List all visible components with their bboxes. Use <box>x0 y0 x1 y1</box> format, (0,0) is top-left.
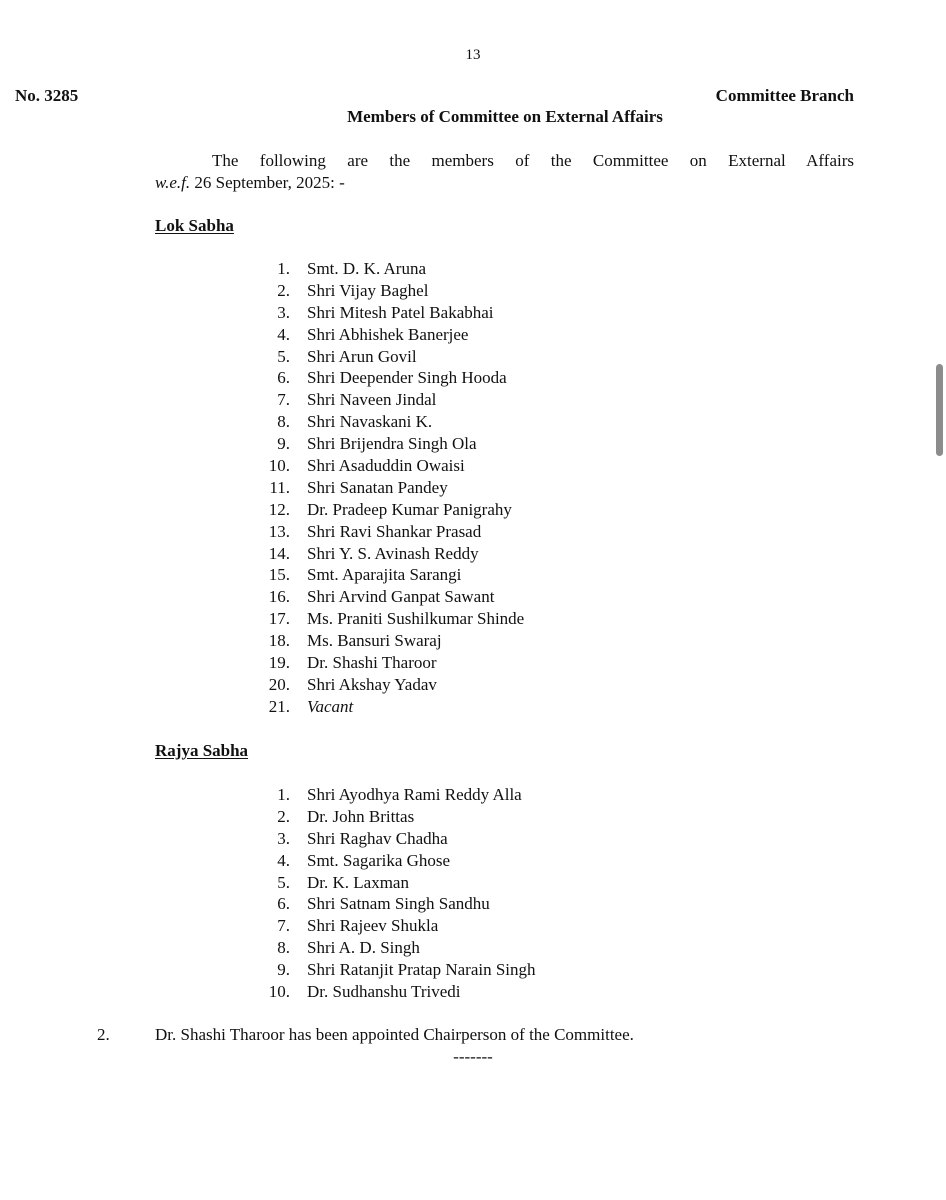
member-name: Shri Arun Govil <box>307 346 417 366</box>
member-number: 14. <box>268 543 290 563</box>
member-name: Shri Sanatan Pandey <box>307 477 448 497</box>
member-name: Shri Ayodhya Rami Reddy Alla <box>307 785 522 804</box>
member-item <box>250 499 524 521</box>
member-name: Shri Deepender Singh Hooda <box>307 368 507 388</box>
lok-sabha-member-list <box>250 258 524 718</box>
scrollbar-thumb[interactable] <box>936 364 943 456</box>
member-item <box>250 564 524 586</box>
intro-line-2 <box>155 172 854 194</box>
member-item <box>250 280 524 302</box>
member-item <box>250 893 536 915</box>
member-item <box>250 981 536 1003</box>
member-number: 1. <box>277 259 290 278</box>
member-item <box>250 784 536 806</box>
member-number: 8. <box>277 938 290 958</box>
member-name: Ms. Bansuri Swaraj <box>307 631 442 651</box>
member-number: 19. <box>268 653 290 673</box>
member-name: Ms. Praniti Sushilkumar Shinde <box>307 609 525 629</box>
member-number: 10. <box>268 456 290 476</box>
member-item <box>250 586 524 608</box>
document-number: No. 3285 <box>15 86 79 105</box>
member-number: 12. <box>268 499 290 519</box>
document-title: Members of Committee on External Affairs <box>347 107 663 126</box>
rajya-sabha-heading: Rajya Sabha <box>155 741 249 760</box>
member-number: 11. <box>269 477 290 497</box>
member-item <box>250 477 524 499</box>
member-name: Dr. Sudhanshu Trivedi <box>307 982 461 1002</box>
member-name: Shri Abhishek Banerjee <box>307 324 469 344</box>
paragraph-2-number: 2. <box>97 1025 110 1044</box>
member-number: 16. <box>268 587 290 607</box>
member-number: 2. <box>277 280 290 300</box>
member-number: 18. <box>268 631 290 651</box>
member-number: 15. <box>268 565 290 585</box>
member-item <box>250 828 536 850</box>
member-item <box>250 324 524 346</box>
member-item <box>250 302 524 324</box>
member-number: 5. <box>277 872 290 892</box>
member-item <box>250 915 536 937</box>
member-item <box>250 806 536 828</box>
member-number: 10. <box>268 982 290 1002</box>
intro-paragraph <box>155 150 854 194</box>
member-item <box>250 872 536 894</box>
member-name: Dr. Pradeep Kumar Panigrahy <box>307 499 512 519</box>
member-number: 3. <box>277 828 290 848</box>
member-item <box>250 674 524 696</box>
member-number: 5. <box>277 346 290 366</box>
member-item <box>250 346 524 368</box>
member-name: Shri Brijendra Singh Ola <box>307 434 477 454</box>
member-item <box>250 455 524 477</box>
member-item <box>250 411 524 433</box>
vertical-scrollbar[interactable] <box>930 0 946 1200</box>
end-of-document-mark: ------- <box>453 1047 493 1066</box>
member-item <box>250 959 536 981</box>
member-item <box>250 850 536 872</box>
member-name: Shri Satnam Singh Sandhu <box>307 894 490 914</box>
member-name: Dr. John Brittas <box>307 806 415 826</box>
member-name: Smt. Sagarika Ghose <box>307 850 451 870</box>
member-name: Shri Akshay Yadav <box>307 674 437 694</box>
member-item <box>250 367 524 389</box>
member-name: Shri Vijay Baghel <box>307 280 429 300</box>
member-number: 1. <box>277 785 290 804</box>
member-name: Shri Rajeev Shukla <box>307 916 439 936</box>
rajya-sabha-member-list <box>250 784 536 1003</box>
wef-abbreviation: w.e.f. <box>155 173 191 192</box>
lok-sabha-heading: Lok Sabha <box>155 216 234 235</box>
member-item <box>250 608 524 630</box>
member-number: 21. <box>268 696 290 716</box>
member-number: 8. <box>277 412 290 432</box>
member-item <box>250 258 524 280</box>
member-name: Shri Raghav Chadha <box>307 828 448 848</box>
member-number: 4. <box>277 850 290 870</box>
member-number: 6. <box>277 368 290 388</box>
member-name: Shri Mitesh Patel Bakabhai <box>307 302 494 322</box>
member-item <box>250 433 524 455</box>
member-name: Shri Navaskani K. <box>307 412 433 432</box>
member-name: Dr. K. Laxman <box>307 872 409 892</box>
member-number: 7. <box>277 916 290 936</box>
member-item <box>250 630 524 652</box>
page-number: 13 <box>465 47 481 63</box>
member-item <box>250 937 536 959</box>
member-number: 9. <box>277 960 290 980</box>
member-item <box>250 543 524 565</box>
member-number: 3. <box>277 302 290 322</box>
member-number: 4. <box>277 324 290 344</box>
member-name: Smt. Aparajita Sarangi <box>307 565 462 585</box>
member-item <box>250 696 524 718</box>
member-name: Smt. D. K. Aruna <box>307 259 426 278</box>
member-number: 9. <box>277 434 290 454</box>
member-number: 2. <box>277 806 290 826</box>
member-number: 7. <box>277 390 290 410</box>
paragraph-2-text: Dr. Shashi Tharoor has been appointed Chairperson of the Committee. <box>155 1025 634 1044</box>
member-number: 17. <box>268 609 290 629</box>
member-name: Vacant <box>307 696 354 716</box>
member-name: Shri Ravi Shankar Prasad <box>307 521 482 541</box>
member-name: Shri A. D. Singh <box>307 938 420 958</box>
branch-name: Committee Branch <box>715 86 854 105</box>
intro-line-1: The following are the members of the Committee on External Affairs <box>212 151 854 170</box>
member-name: Shri Asaduddin Owaisi <box>307 456 465 476</box>
member-item <box>250 652 524 674</box>
intro-date: 26 September, 2025: - <box>190 173 345 192</box>
member-item <box>250 521 524 543</box>
member-name: Shri Arvind Ganpat Sawant <box>307 587 495 607</box>
member-name: Shri Naveen Jindal <box>307 390 437 410</box>
member-name: Shri Ratanjit Pratap Narain Singh <box>307 960 536 980</box>
member-item <box>250 389 524 411</box>
member-number: 6. <box>277 894 290 914</box>
member-number: 13. <box>268 521 290 541</box>
member-name: Shri Y. S. Avinash Reddy <box>307 543 479 563</box>
member-number: 20. <box>268 674 290 694</box>
member-name: Dr. Shashi Tharoor <box>307 653 437 673</box>
